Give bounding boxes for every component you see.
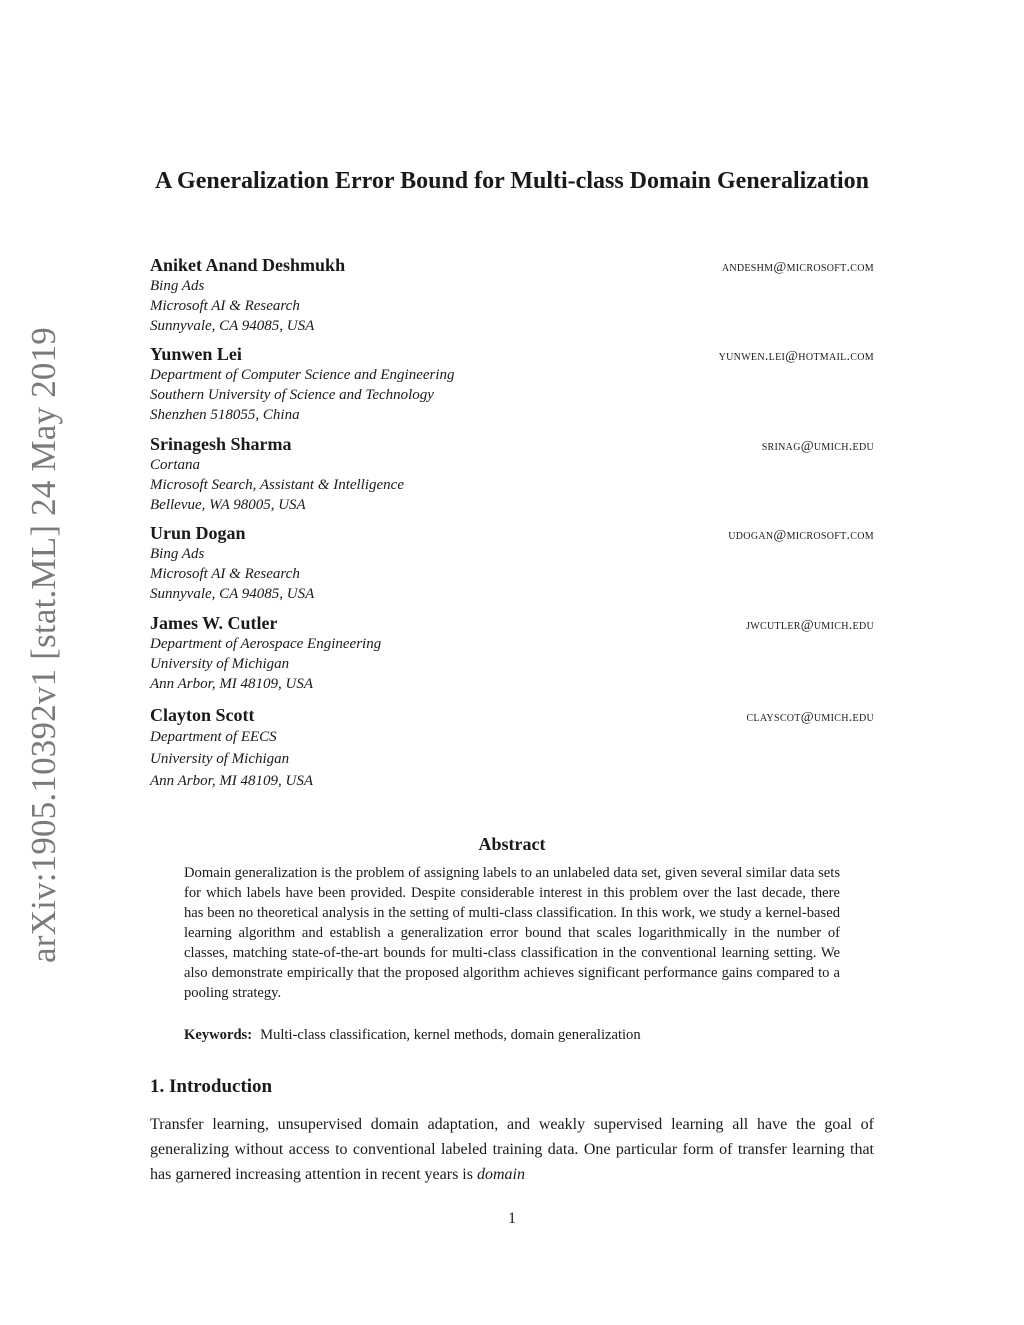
paper-title: A Generalization Error Bound for Multi-class Domain Generalization: [155, 168, 869, 194]
author-affiliation-line: Microsoft AI & Research: [150, 566, 300, 582]
author-name: Urun Dogan: [150, 523, 246, 543]
author-affiliation-line: Bellevue, WA 98005, USA: [150, 497, 306, 513]
author-affiliation-line: Sunnyvale, CA 94085, USA: [150, 318, 315, 334]
author-affiliation-line: Bing Ads: [150, 278, 205, 294]
introduction-emphasis: domain: [476, 1166, 525, 1183]
author-name: James W. Cutler: [150, 613, 278, 633]
author-email[interactable]: yunwen.lei@hotmail.com: [718, 349, 874, 364]
author-block: [150, 523, 874, 604]
introduction-paragraph: [150, 1112, 874, 1187]
author-name: Clayton Scott: [150, 705, 255, 725]
author-affiliation-line: Shenzhen 518055, China: [150, 407, 300, 423]
author-affiliation-line: Microsoft Search, Assistant & Intelligence: [150, 477, 404, 493]
author-name: Aniket Anand Deshmukh: [150, 255, 346, 275]
author-affiliation-line: Ann Arbor, MI 48109, USA: [150, 773, 314, 789]
author-block: [150, 344, 874, 425]
author-block: [150, 705, 874, 792]
section-heading-introduction: 1. Introduction: [150, 1076, 273, 1097]
author-block: [150, 613, 874, 694]
introduction-text: Transfer learning, unsupervised domain adaptation, and weakly supervised learning all have the goal of generalizing without access to conventional labeled training data. One particular form of transfer learning that has garnered increasing attention in recent years is: [150, 1116, 874, 1183]
abstract-text: Domain generalization is the problem of assigning labels to an unlabeled data set, given several similar data sets for which labels have been provided. Despite considerable interest in this problem over the last decade, there has been no theoretical analysis in the setting of multi-class classification. In this work, we study a kernel-based learning algorithm and establish a generalization error bound that scales logarithmically in the number of classes, matching state-of-the-art bounds for multi-class classification in the conventional learning setting. We also demonstrate empirically that the proposed algorithm achieves significant performance gains compared to a pooling strategy.: [184, 865, 840, 1001]
author-affiliation-line: University of Michigan: [150, 656, 290, 672]
arxiv-identifier: arXiv:1905.10392v1 [stat.ML] 24 May 2019: [24, 327, 63, 963]
author-affiliation-line: Southern University of Science and Technology: [150, 387, 434, 403]
author-affiliation-line: Sunnyvale, CA 94085, USA: [150, 586, 315, 602]
page-number: 1: [508, 1210, 516, 1227]
author-affiliation-line: Department of Computer Science and Engineering: [150, 367, 455, 383]
author-block: [150, 255, 874, 336]
author-affiliation-line: Bing Ads: [150, 546, 205, 562]
author-name: Yunwen Lei: [150, 344, 242, 364]
keywords-text: Multi-class classification, kernel methods, domain generalization: [260, 1027, 641, 1043]
author-affiliation-line: Department of Aerospace Engineering: [150, 636, 382, 652]
author-affiliation-line: Cortana: [150, 457, 201, 473]
author-affiliation-line: Microsoft AI & Research: [150, 298, 300, 314]
author-email[interactable]: clayscot@umich.edu: [746, 710, 874, 725]
author-affiliation-line: Department of EECS: [150, 729, 277, 745]
author-email[interactable]: andeshm@microsoft.com: [721, 260, 874, 275]
abstract-heading: Abstract: [478, 834, 546, 854]
author-name: Srinagesh Sharma: [150, 434, 292, 454]
author-affiliation-line: Ann Arbor, MI 48109, USA: [150, 676, 314, 692]
keywords: [184, 1025, 840, 1045]
author-email[interactable]: udogan@microsoft.com: [728, 528, 874, 543]
keywords-label: Keywords:: [184, 1027, 253, 1043]
author-affiliation-line: University of Michigan: [150, 751, 290, 767]
author-email[interactable]: srinag@umich.edu: [761, 439, 874, 454]
author-block: [150, 434, 874, 515]
author-email[interactable]: jwcutler@umich.edu: [746, 618, 874, 633]
